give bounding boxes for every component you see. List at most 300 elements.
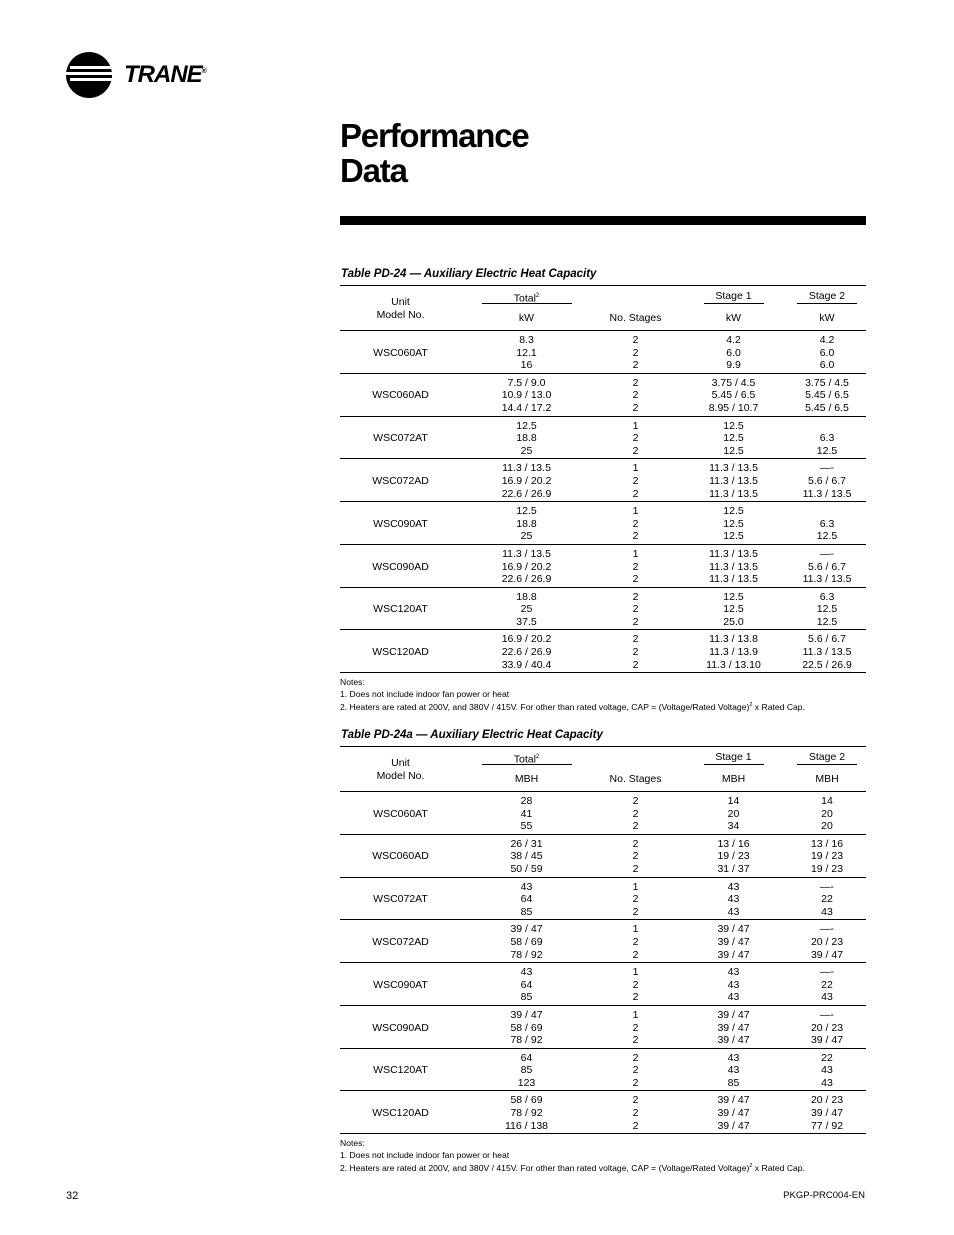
stage1-value: 39 / 47 xyxy=(717,935,750,948)
stages-value: 2 xyxy=(632,432,639,445)
stage2-value: 20 / 23 xyxy=(810,1094,844,1107)
stage2-cell xyxy=(788,544,866,587)
stage2-cell xyxy=(788,1048,866,1091)
stage1-value: 39 / 47 xyxy=(717,1119,750,1132)
total-value: 26 / 31 xyxy=(510,837,543,850)
table-row xyxy=(340,834,866,877)
total-cell xyxy=(461,1048,592,1091)
page-title-line-2: Data xyxy=(340,152,407,189)
stage1-value: 12.5 xyxy=(723,517,744,530)
stage2-value: —- xyxy=(820,923,834,936)
total-value: 43 xyxy=(520,966,533,979)
stage1-value: 85 xyxy=(727,1076,740,1089)
stage1-value: 43 xyxy=(727,978,740,991)
table-notes xyxy=(340,1138,866,1174)
table-row xyxy=(340,331,866,374)
model-cell: WSC060AD xyxy=(340,834,461,877)
stage1-cell xyxy=(679,963,788,1006)
stage2-cell xyxy=(788,877,866,920)
stage2-value: 13 / 16 xyxy=(810,837,844,850)
stages-value: 2 xyxy=(632,487,639,500)
stage1-value: 43 xyxy=(727,880,740,893)
stages-value: 2 xyxy=(632,1021,639,1034)
header-stage-2: Stage 2 kW xyxy=(788,286,866,331)
stage1-value: 20 xyxy=(727,807,740,820)
stages-value: 2 xyxy=(632,560,639,573)
stage2-value: 6.3 xyxy=(819,432,835,445)
total-value: 18.8 xyxy=(516,517,537,530)
stages-value: 2 xyxy=(632,978,639,991)
stage2-value: 5.45 / 6.5 xyxy=(805,389,849,402)
total-value: 28 xyxy=(520,795,533,807)
stage1-value: 13 / 16 xyxy=(717,837,750,850)
stage2-value: —- xyxy=(820,462,834,475)
header-total: Total$^2$ kW xyxy=(461,286,592,331)
stages-value: 2 xyxy=(632,1051,639,1064)
stage1-value: 19 / 23 xyxy=(717,850,750,863)
stages-value: 2 xyxy=(632,1119,639,1132)
total-value: 58 / 69 xyxy=(510,935,543,948)
total-cell xyxy=(461,373,592,416)
stages-value: 2 xyxy=(632,346,639,359)
total-value: 25 xyxy=(520,444,533,457)
table-row xyxy=(340,1048,866,1091)
table-row xyxy=(340,416,866,459)
total-value: 16.9 / 20.2 xyxy=(501,474,552,487)
total-value: 64 xyxy=(520,893,533,906)
stage2-cell xyxy=(788,630,866,673)
total-value: 33.9 / 40.4 xyxy=(501,658,552,671)
page-title xyxy=(340,118,529,188)
stage2-value: 6.0 xyxy=(819,359,835,372)
model-cell: WSC120AT xyxy=(340,1048,461,1091)
stage2-value: 14 xyxy=(821,795,833,807)
model-cell: WSC072AD xyxy=(340,459,461,502)
total-value: 58 / 69 xyxy=(510,1094,543,1107)
stage2-cell xyxy=(788,587,866,630)
table-row xyxy=(340,373,866,416)
total-value: 16 xyxy=(520,359,533,372)
stage2-value: —- xyxy=(820,880,834,893)
stage1-value: 11.3 / 13.5 xyxy=(709,560,758,573)
stage2-value: 77 / 92 xyxy=(810,1119,844,1132)
table-row xyxy=(340,1005,866,1048)
stage1-value: 11.3 / 13.9 xyxy=(709,646,758,659)
stage2-cell xyxy=(788,1091,866,1134)
stage2-value: 20 / 23 xyxy=(810,1021,844,1034)
stage2-cell xyxy=(788,834,866,877)
header-no-stages: No. Stages xyxy=(592,286,679,331)
page-number: 32 xyxy=(66,1190,79,1202)
stage1-value: 43 xyxy=(727,991,740,1004)
total-value: 12.1 xyxy=(516,346,537,359)
stage1-value: 34 xyxy=(727,820,740,833)
stage1-cell xyxy=(679,920,788,963)
stages-value: 1 xyxy=(632,1008,639,1021)
stage1-value: 39 / 47 xyxy=(717,1021,750,1034)
stage2-value: 20 xyxy=(821,807,833,820)
stage1-value: 11.3 / 13.10 xyxy=(706,658,761,671)
total-value: 78 / 92 xyxy=(510,1107,543,1120)
stages-cell xyxy=(592,587,679,630)
note-line: 1. Does not include indoor fan power or heat xyxy=(340,688,510,699)
total-value: 12.5 xyxy=(516,419,537,432)
stage1-value: 12.5 xyxy=(723,530,744,543)
stages-value: 1 xyxy=(632,462,639,475)
stages-value: 2 xyxy=(632,862,639,875)
stage2-cell xyxy=(788,1005,866,1048)
stage2-value: 6.3 xyxy=(819,517,835,530)
total-value: 37.5 xyxy=(516,615,537,628)
stage2-value: 22 xyxy=(821,893,833,906)
stage2-value: —- xyxy=(820,547,834,560)
heat-capacity-table xyxy=(340,746,866,1134)
stage1-value: 43 xyxy=(727,905,740,918)
total-value: 85 xyxy=(520,905,533,918)
stage1-cell xyxy=(679,416,788,459)
table-pd-24a-section xyxy=(340,729,866,1174)
stages-value: 2 xyxy=(632,1064,639,1077)
total-value: 10.9 / 13.0 xyxy=(501,389,552,402)
stage2-value: 20 / 23 xyxy=(810,935,844,948)
total-value: 25 xyxy=(520,530,533,543)
total-value: 22.6 / 26.9 xyxy=(501,487,552,500)
stage1-value: 6.0 xyxy=(726,346,741,359)
stage1-cell xyxy=(679,502,788,545)
table-pd-24-section xyxy=(340,268,866,713)
stage2-cell xyxy=(788,459,866,502)
total-cell xyxy=(461,963,592,1006)
stages-cell xyxy=(592,920,679,963)
stage1-cell xyxy=(679,1005,788,1048)
stage1-value: 4.2 xyxy=(726,334,741,346)
stages-cell xyxy=(592,834,679,877)
total-value: 38 / 45 xyxy=(510,850,543,863)
stages-value: 2 xyxy=(632,603,639,616)
stages-value: 2 xyxy=(632,807,639,820)
stages-value: 1 xyxy=(632,880,639,893)
stages-cell xyxy=(592,502,679,545)
stage2-value: 11.3 / 13.5 xyxy=(802,573,852,586)
total-value: 11.3 / 13.5 xyxy=(502,547,551,560)
total-cell xyxy=(461,459,592,502)
stage2-value: 12.5 xyxy=(816,603,838,616)
stage1-value: 11.3 / 13.5 xyxy=(709,573,758,586)
stage2-cell xyxy=(788,331,866,374)
stage2-value: 22.5 / 26.9 xyxy=(802,658,852,671)
total-cell xyxy=(461,834,592,877)
stage1-cell xyxy=(679,1048,788,1091)
total-value: 22.6 / 26.9 xyxy=(501,573,552,586)
total-cell xyxy=(461,1091,592,1134)
stage2-value: 6.3 xyxy=(819,590,835,603)
stages-value: 1 xyxy=(632,547,639,560)
stage2-value: 12.5 xyxy=(816,444,838,457)
note-line: 2. Heaters are rated at 200V, and 380V / 415V. For other than rated voltage, CAP = (Voltage/Rated Voltage)$^2$ x Rated Cap. xyxy=(340,1162,805,1173)
total-cell xyxy=(461,877,592,920)
total-value: 16.9 / 20.2 xyxy=(501,560,552,573)
stage1-value: 11.3 / 13.5 xyxy=(709,474,758,487)
stage1-value: 39 / 47 xyxy=(717,948,750,961)
total-value: 85 xyxy=(520,1064,533,1077)
stages-value: 2 xyxy=(632,474,639,487)
stages-cell xyxy=(592,459,679,502)
stages-value: 2 xyxy=(632,646,639,659)
stage2-value: 12.5 xyxy=(816,615,838,628)
total-value: 7.5 / 9.0 xyxy=(507,376,546,389)
title-divider-bar xyxy=(340,216,866,225)
note-line: Notes: xyxy=(340,1138,365,1149)
model-cell: WSC120AD xyxy=(340,630,461,673)
model-cell: WSC072AT xyxy=(340,877,461,920)
stage1-cell xyxy=(679,792,788,835)
stages-value: 2 xyxy=(632,376,639,389)
stage1-value: 11.3 / 13.5 xyxy=(709,547,758,560)
table-row xyxy=(340,963,866,1006)
stage1-value: 31 / 37 xyxy=(717,862,750,875)
stage2-value: 11.3 / 13.5 xyxy=(802,487,852,500)
model-cell: WSC060AT xyxy=(340,331,461,374)
table-row xyxy=(340,792,866,835)
total-value: 39 / 47 xyxy=(510,923,543,936)
stage2-value: 39 / 47 xyxy=(810,948,844,961)
total-value: 64 xyxy=(520,978,533,991)
stage2-value: 22 xyxy=(821,978,833,991)
stage2-value xyxy=(826,505,829,517)
stages-cell xyxy=(592,373,679,416)
table-row xyxy=(340,920,866,963)
total-value: 14.4 / 17.2 xyxy=(501,401,552,414)
stages-value: 2 xyxy=(632,633,639,646)
stage1-value: 39 / 47 xyxy=(717,1107,750,1120)
table-row xyxy=(340,544,866,587)
table-header-row xyxy=(340,747,866,792)
stages-value: 1 xyxy=(632,966,639,979)
heat-capacity-table xyxy=(340,285,866,673)
stage1-value: 12.5 xyxy=(723,603,744,616)
stage2-value: 43 xyxy=(821,991,833,1004)
stages-value: 2 xyxy=(632,573,639,586)
stages-value: 2 xyxy=(632,905,639,918)
total-cell xyxy=(461,587,592,630)
stages-value: 1 xyxy=(632,505,639,518)
model-cell: WSC090AT xyxy=(340,502,461,545)
stages-value: 2 xyxy=(632,1034,639,1047)
stages-value: 2 xyxy=(632,590,639,603)
total-value: 64 xyxy=(520,1051,533,1064)
stages-value: 2 xyxy=(632,517,639,530)
table-caption: Table PD-24a — Auxiliary Electric Heat Capacity xyxy=(341,729,603,741)
stages-cell xyxy=(592,1005,679,1048)
stage1-value: 43 xyxy=(727,893,740,906)
header-stage-1: Stage 1 kW xyxy=(679,286,788,331)
header-stage-1: Stage 1 MBH xyxy=(679,747,788,792)
page-title-line-1: Performance xyxy=(340,117,529,154)
table-row xyxy=(340,1091,866,1134)
total-value: 78 / 92 xyxy=(510,948,543,961)
model-cell: WSC072AD xyxy=(340,920,461,963)
stage1-value: 39 / 47 xyxy=(717,1034,750,1047)
stage1-value: 11.3 / 13.5 xyxy=(709,487,758,500)
stages-value: 2 xyxy=(632,991,639,1004)
stage2-value: 5.45 / 6.5 xyxy=(805,401,849,414)
stage1-value: 11.3 / 13.5 xyxy=(709,462,758,475)
stage2-value: 4.2 xyxy=(819,334,835,346)
stages-cell xyxy=(592,544,679,587)
total-value: 116 / 138 xyxy=(504,1119,548,1132)
stage1-value: 39 / 47 xyxy=(717,923,750,936)
total-cell xyxy=(461,630,592,673)
stages-cell xyxy=(592,1048,679,1091)
total-value: 11.3 / 13.5 xyxy=(502,462,551,475)
table-row xyxy=(340,877,866,920)
total-value: 41 xyxy=(520,807,533,820)
total-value: 25 xyxy=(520,603,533,616)
table-caption: Table PD-24 — Auxiliary Electric Heat Capacity xyxy=(341,268,597,280)
model-cell: WSC060AT xyxy=(340,792,461,835)
total-value: 18.8 xyxy=(516,432,537,445)
header-no-stages: No. Stages xyxy=(592,747,679,792)
header-unit-model: Unit Model No. xyxy=(340,747,461,792)
total-value: 8.3 xyxy=(519,334,534,346)
stage2-value: 43 xyxy=(821,1076,833,1089)
stages-value: 2 xyxy=(632,359,639,372)
stages-value: 2 xyxy=(632,935,639,948)
stage1-value: 12.5 xyxy=(723,505,744,518)
model-cell: WSC072AT xyxy=(340,416,461,459)
table-row xyxy=(340,587,866,630)
stage2-cell xyxy=(788,416,866,459)
total-cell xyxy=(461,416,592,459)
stages-value: 2 xyxy=(632,820,639,833)
stages-value: 2 xyxy=(632,850,639,863)
total-value: 55 xyxy=(520,820,533,833)
total-value: 123 xyxy=(517,1076,536,1089)
stage1-value: 43 xyxy=(727,1064,740,1077)
model-cell: WSC090AD xyxy=(340,544,461,587)
total-value: 50 / 59 xyxy=(510,862,543,875)
stage2-cell xyxy=(788,920,866,963)
model-cell: WSC120AD xyxy=(340,1091,461,1134)
stage1-value: 12.5 xyxy=(723,444,744,457)
stage2-value: 6.0 xyxy=(819,346,835,359)
table-header-row xyxy=(340,286,866,331)
total-value: 58 / 69 xyxy=(510,1021,543,1034)
stages-cell xyxy=(592,1091,679,1134)
stage1-value: 3.75 / 4.5 xyxy=(711,376,756,389)
stages-value: 2 xyxy=(632,1076,639,1089)
stages-value: 2 xyxy=(632,1107,639,1120)
stages-value: 2 xyxy=(632,658,639,671)
note-line: 1. Does not include indoor fan power or heat xyxy=(340,1149,510,1160)
header-stage-2: Stage 2 MBH xyxy=(788,747,866,792)
stages-cell xyxy=(592,877,679,920)
stage1-cell xyxy=(679,459,788,502)
stages-value: 2 xyxy=(632,444,639,457)
table-notes xyxy=(340,677,866,713)
stage1-value: 14 xyxy=(727,795,740,807)
total-cell xyxy=(461,544,592,587)
stages-cell xyxy=(592,630,679,673)
stages-value: 2 xyxy=(632,893,639,906)
stage2-value: 22 xyxy=(821,1051,833,1064)
stage2-value: 5.6 / 6.7 xyxy=(808,474,846,487)
total-cell xyxy=(461,331,592,374)
total-cell xyxy=(461,920,592,963)
total-value: 85 xyxy=(520,991,533,1004)
table-row xyxy=(340,459,866,502)
stage1-cell xyxy=(679,1091,788,1134)
stage1-value: 12.5 xyxy=(723,419,744,432)
stage1-value: 43 xyxy=(727,966,740,979)
document-id: PKGP-PRC004-EN xyxy=(783,1190,865,1201)
note-line: Notes: xyxy=(340,677,365,688)
stages-value: 2 xyxy=(632,401,639,414)
total-cell xyxy=(461,1005,592,1048)
note-line: 2. Heaters are rated at 200V, and 380V / 415V. For other than rated voltage, CAP = (Voltage/Rated Voltage)$^2$ x Rated Cap. xyxy=(340,701,805,712)
stages-cell xyxy=(592,792,679,835)
stages-value: 2 xyxy=(632,615,639,628)
brand-wordmark: TRANE® xyxy=(124,61,206,88)
stage2-value: 43 xyxy=(821,905,833,918)
stages-cell xyxy=(592,331,679,374)
stage2-value: 39 / 47 xyxy=(810,1107,844,1120)
stage1-cell xyxy=(679,630,788,673)
model-cell: WSC060AD xyxy=(340,373,461,416)
total-value: 12.5 xyxy=(516,505,537,518)
stage2-value: 19 / 23 xyxy=(810,850,844,863)
stage1-value: 39 / 47 xyxy=(717,1094,750,1107)
stage2-value: 3.75 / 4.5 xyxy=(805,376,849,389)
total-cell xyxy=(461,792,592,835)
stage1-cell xyxy=(679,587,788,630)
stages-value: 2 xyxy=(632,1094,639,1107)
stage2-value: 12.5 xyxy=(816,530,838,543)
stages-cell xyxy=(592,416,679,459)
stage2-value: 39 / 47 xyxy=(810,1034,844,1047)
model-cell: WSC120AT xyxy=(340,587,461,630)
stages-value: 2 xyxy=(632,530,639,543)
stage2-value xyxy=(826,420,829,432)
stages-value: 2 xyxy=(632,795,639,807)
stage2-value: 19 / 23 xyxy=(810,862,844,875)
stage1-value: 12.5 xyxy=(723,590,744,603)
stage2-cell xyxy=(788,373,866,416)
stage2-cell xyxy=(788,502,866,545)
stage1-value: 43 xyxy=(727,1051,740,1064)
total-value: 78 / 92 xyxy=(510,1034,543,1047)
stage2-value: 20 xyxy=(821,820,833,833)
header-unit-model: Unit Model No. xyxy=(340,286,461,331)
stage2-value: 5.6 / 6.7 xyxy=(808,633,846,646)
model-cell: WSC090AD xyxy=(340,1005,461,1048)
total-value: 18.8 xyxy=(516,590,537,603)
stage1-value: 12.5 xyxy=(723,432,744,445)
stages-value: 2 xyxy=(632,948,639,961)
stages-value: 1 xyxy=(632,419,639,432)
stage2-value: —- xyxy=(820,1008,834,1021)
stage2-value: 5.6 / 6.7 xyxy=(808,560,846,573)
stages-value: 2 xyxy=(632,389,639,402)
stages-value: 2 xyxy=(632,334,639,346)
stage2-value: —- xyxy=(820,966,834,979)
stage1-value: 39 / 47 xyxy=(717,1008,750,1021)
stages-value: 2 xyxy=(632,837,639,850)
model-cell: WSC090AT xyxy=(340,963,461,1006)
stage1-value: 11.3 / 13.8 xyxy=(709,633,758,646)
total-value: 22.6 / 26.9 xyxy=(501,646,552,659)
stage1-value: 5.45 / 6.5 xyxy=(711,389,756,402)
